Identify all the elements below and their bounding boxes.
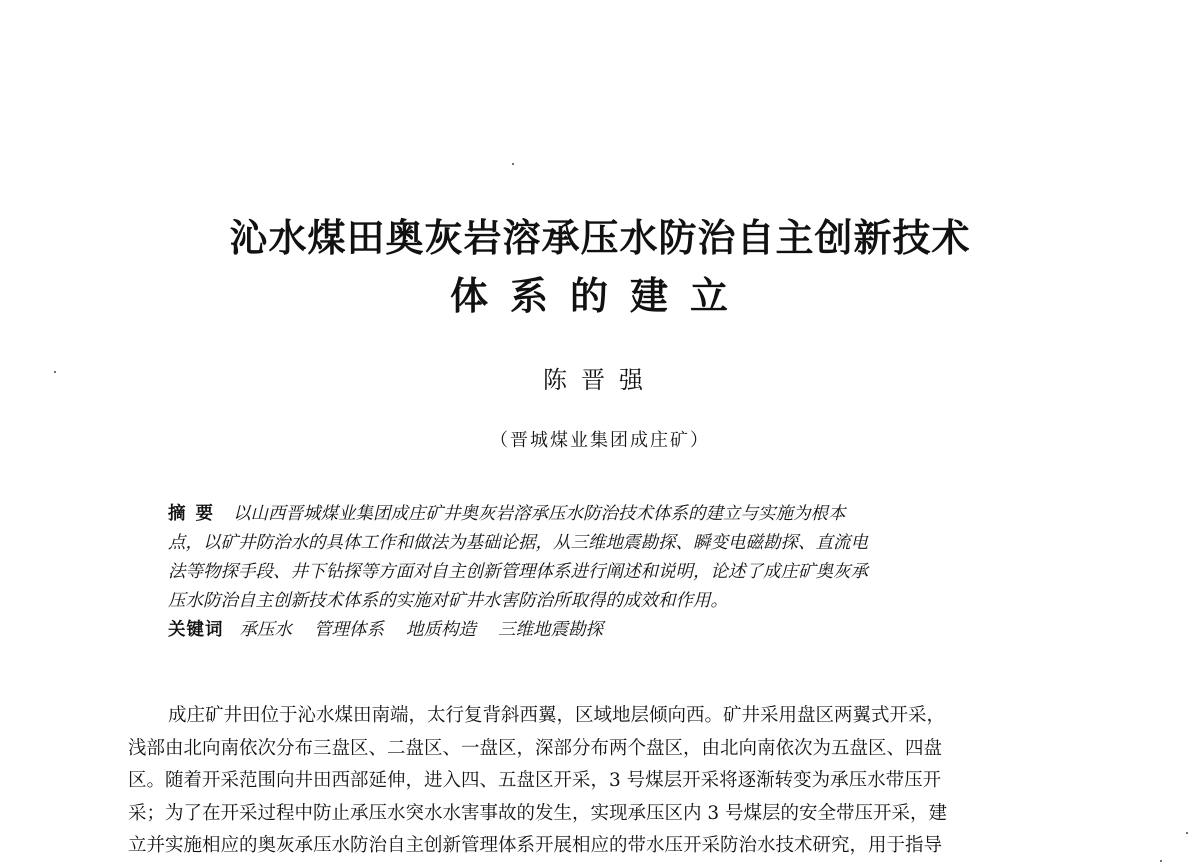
- author-affiliation: （晋城煤业集团成庄矿）: [490, 430, 710, 451]
- body-line: 浅部由北向南依次分布三盘区、二盘区、一盘区，深部分布两个盘区，由北向南依次为五盘区、四盘: [128, 737, 943, 759]
- abstract-label: 摘要: [168, 504, 223, 524]
- abstract-line: [168, 500, 1038, 529]
- abstract-block: [168, 500, 1038, 645]
- body-line: 立并实施相应的奥灰承压水防治自主创新管理体系开展相应的带水压开采防治水技术研究，用于指导: [128, 835, 943, 856]
- scan-speck: [1160, 860, 1162, 862]
- body-paragraph: [128, 700, 1078, 863]
- paper-title-line-1: 沁水煤田奥灰岩溶承压水防治自主创新技术: [229, 216, 971, 260]
- abstract-text: 以山西晋城煤业集团成庄矿井奥灰岩溶承压水防治技术体系的建立与实施为根本: [233, 504, 846, 524]
- keywords-label: 关键词: [168, 620, 224, 640]
- keyword: 承压水: [239, 620, 292, 640]
- body-line: 区。随着开采范围向井田西部延伸，进入四、五盘区开采，3 号煤层开采将逐渐转变为承压水带压开: [128, 770, 942, 791]
- keyword: 管理体系: [314, 620, 384, 640]
- body-line: 采；为了在开采过程中防止承压水突水水害事故的发生，实现承压区内 3 号煤层的安全带压开采，建: [128, 802, 948, 824]
- keywords-line: [168, 616, 1038, 645]
- keyword: 地质构造: [406, 620, 476, 640]
- body-line: 成庄矿井田位于沁水煤田南端，太行复背斜西翼，区域地层倾向西。矿井采用盘区两翼式开采，: [168, 705, 946, 726]
- scan-speck: [1186, 832, 1188, 834]
- author-name: 陈晋强: [543, 366, 657, 394]
- abstract-line: 压水防治自主创新技术体系的实施对矿井水害防治所取得的成效和作用。: [168, 591, 728, 611]
- scan-speck: [512, 163, 514, 165]
- abstract-line: 法等物探手段、井下钻探等方面对自主创新管理体系进行阐述和说明，论述了成庄矿奥灰承: [168, 562, 868, 582]
- scan-speck: [54, 371, 56, 373]
- keyword: 三维地震勘探: [498, 620, 603, 640]
- abstract-line: 点，以矿井防治水的具体工作和做法为基础论据，从三维地震勘探、瞬变电磁勘探、直流电: [168, 533, 868, 553]
- paper-title-line-2: 体系的建立: [449, 274, 750, 318]
